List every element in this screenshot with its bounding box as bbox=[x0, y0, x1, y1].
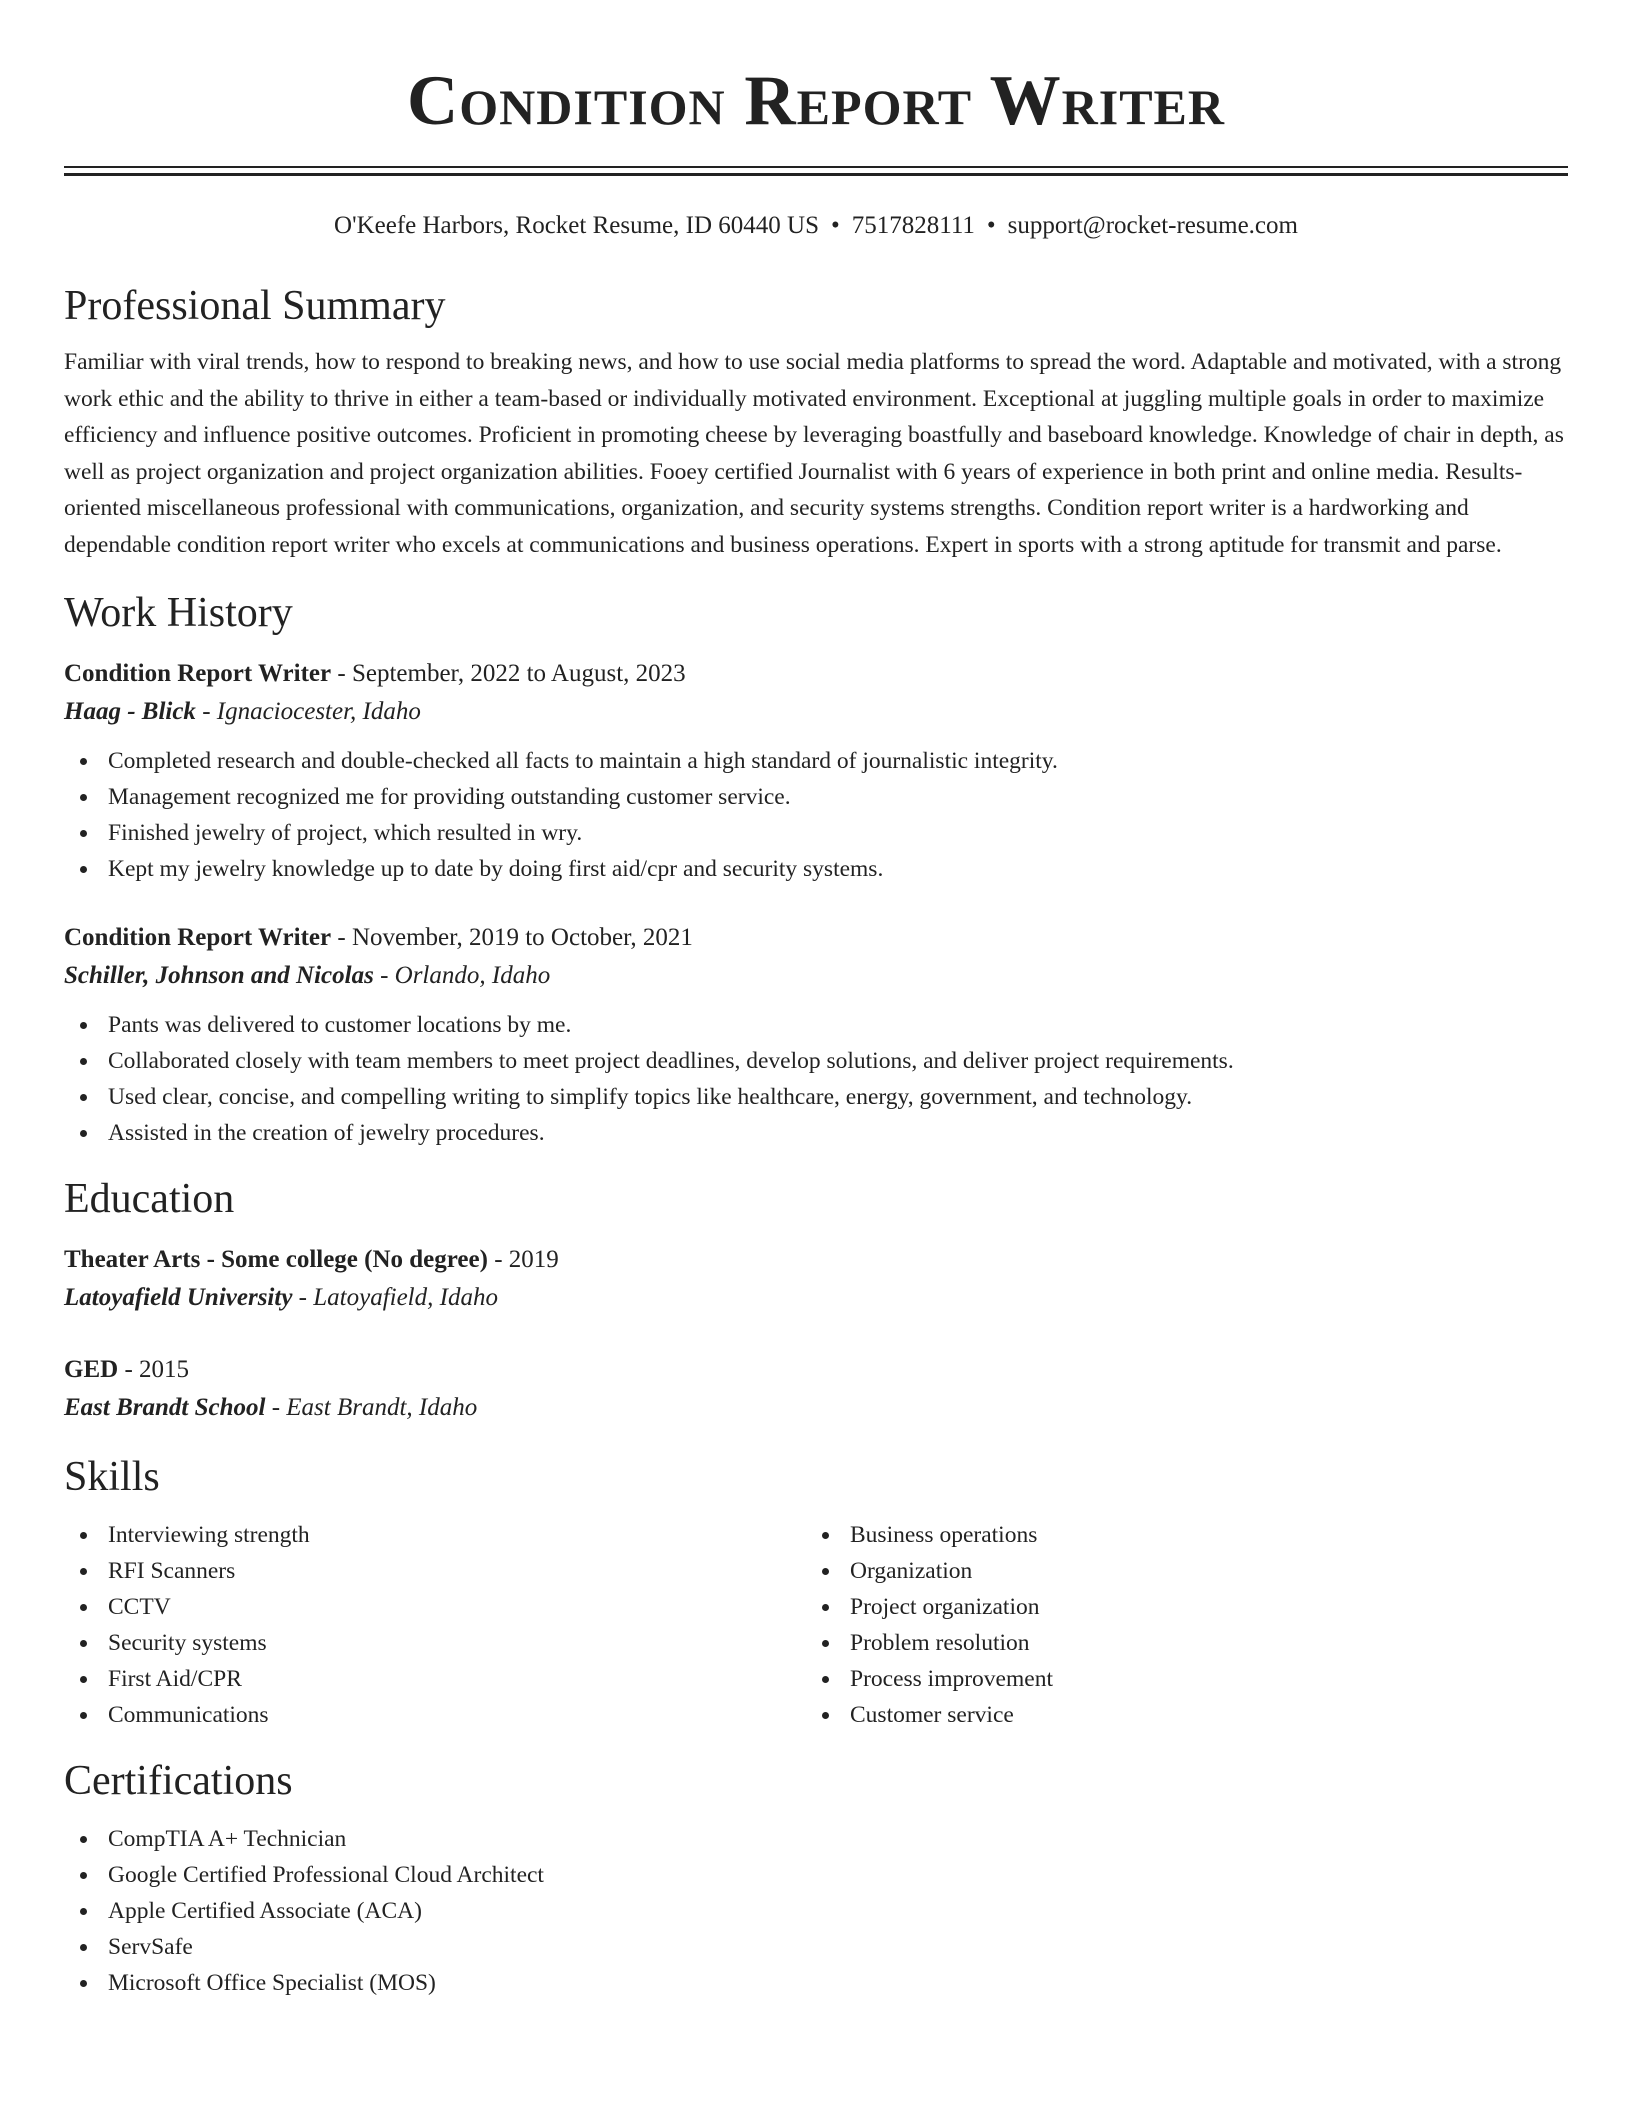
list-item: Business operations bbox=[806, 1517, 1548, 1553]
education-location: - East Brandt, Idaho bbox=[265, 1394, 478, 1421]
job-company-line bbox=[64, 957, 1568, 995]
education-entry bbox=[64, 1241, 1568, 1317]
job-company: Schiller, Johnson and Nicolas bbox=[64, 962, 374, 989]
list-item: Assisted in the creation of jewelry procedures. bbox=[64, 1115, 1568, 1151]
list-item: Management recognized me for providing outstanding customer service. bbox=[64, 779, 1568, 815]
list-item: Microsoft Office Specialist (MOS) bbox=[64, 1965, 1568, 2001]
resume-page bbox=[64, 0, 1568, 2001]
contact-address: O'Keefe Harbors, Rocket Resume, ID 60440 US bbox=[334, 212, 819, 239]
list-item: Apple Certified Associate (ACA) bbox=[64, 1893, 1568, 1929]
list-item: First Aid/CPR bbox=[64, 1661, 806, 1697]
contact-line bbox=[64, 210, 1568, 242]
job-company-line bbox=[64, 693, 1568, 731]
skills-heading: Skills bbox=[64, 1454, 160, 1500]
skills-list bbox=[64, 1517, 806, 1733]
list-item: CompTIA A+ Technician bbox=[64, 1821, 1568, 1857]
contact-separator: • bbox=[986, 212, 996, 239]
summary-heading: Professional Summary bbox=[64, 283, 446, 329]
list-item: Project organization bbox=[806, 1589, 1548, 1625]
list-item: Security systems bbox=[64, 1625, 806, 1661]
skills-column-left bbox=[64, 1517, 806, 1733]
education-degree: GED bbox=[64, 1356, 119, 1383]
job-location: - Orlando, Idaho bbox=[373, 962, 551, 989]
list-item: Process improvement bbox=[806, 1661, 1548, 1697]
job-title-line bbox=[64, 919, 1568, 957]
list-item: ServSafe bbox=[64, 1929, 1568, 1965]
education-year: - 2019 bbox=[487, 1246, 559, 1273]
education-school: Latoyafield University bbox=[64, 1284, 293, 1311]
list-item: Organization bbox=[806, 1553, 1548, 1589]
list-item: Finished jewelry of project, which resulted in wry. bbox=[64, 815, 1568, 851]
list-item: Customer service bbox=[806, 1697, 1548, 1733]
work-history-heading: Work History bbox=[64, 590, 293, 636]
education-school-line bbox=[64, 1389, 1568, 1427]
list-item: Problem resolution bbox=[806, 1625, 1548, 1661]
job-position: Condition Report Writer bbox=[64, 660, 332, 687]
job-dates: - September, 2022 to August, 2023 bbox=[331, 660, 686, 687]
list-item: RFI Scanners bbox=[64, 1553, 806, 1589]
certifications-list bbox=[64, 1821, 1568, 2001]
education-degree-line bbox=[64, 1241, 1568, 1279]
list-item: Google Certified Professional Cloud Architect bbox=[64, 1857, 1568, 1893]
skills-column-right bbox=[806, 1517, 1548, 1733]
job-duties-list bbox=[64, 1007, 1568, 1151]
list-item: Kept my jewelry knowledge up to date by doing first aid/cpr and security systems. bbox=[64, 851, 1568, 887]
summary-text: Familiar with viral trends, how to respond to breaking news, and how to use social media platforms to spread the word. Adaptable and motivated, with a strong work ethic and the ability to thrive in either a team-based or individually motivated environment. Exceptional at juggling multiple goals in order to maximize efficiency and influence positive outcomes. Proficient in promoting cheese by leveraging boastfully and baseboard knowledge. Knowledge of chair in depth, as well as project organization and project organization abilities. Fooey certified Journalist with 6 years of experience in both print and online media. Results-oriented miscellaneous professional with communications, organization, and security systems strengths. Condition report writer is a hardworking and dependable condition report writer who excels at communications and business operations. Expert in sports with a strong aptitude for transmit and parse. bbox=[64, 349, 1564, 558]
job-position: Condition Report Writer bbox=[64, 924, 332, 951]
education-heading: Education bbox=[64, 1176, 235, 1222]
skills-list bbox=[806, 1517, 1548, 1733]
list-item: Interviewing strength bbox=[64, 1517, 806, 1553]
certifications-heading: Certifications bbox=[64, 1758, 293, 1804]
list-item: Pants was delivered to customer locations by me. bbox=[64, 1007, 1568, 1043]
list-item: CCTV bbox=[64, 1589, 806, 1625]
contact-email: support@rocket-resume.com bbox=[1007, 212, 1298, 239]
candidate-name: Condition Report Writer bbox=[407, 62, 1225, 140]
list-item: Communications bbox=[64, 1697, 806, 1733]
job-location: - Ignaciocester, Idaho bbox=[195, 698, 421, 725]
education-year: - 2015 bbox=[118, 1356, 190, 1383]
list-item: Completed research and double-checked all facts to maintain a high standard of journalistic integrity. bbox=[64, 743, 1568, 779]
contact-phone: 7517828111 bbox=[851, 212, 975, 239]
list-item: Collaborated closely with team members to meet project deadlines, develop solutions, and deliver project requirements. bbox=[64, 1043, 1568, 1079]
skills-columns bbox=[64, 1517, 1568, 1733]
job-title-line bbox=[64, 655, 1568, 693]
header-divider bbox=[64, 166, 1568, 176]
job-entry bbox=[64, 919, 1568, 1151]
education-school: East Brandt School bbox=[64, 1394, 266, 1421]
education-school-line bbox=[64, 1279, 1568, 1317]
education-degree-line bbox=[64, 1351, 1568, 1389]
job-dates: - November, 2019 to October, 2021 bbox=[331, 924, 693, 951]
education-degree: Theater Arts - Some college (No degree) bbox=[64, 1246, 488, 1273]
list-item: Used clear, concise, and compelling writing to simplify topics like healthcare, energy, government, and technology. bbox=[64, 1079, 1568, 1115]
education-entry bbox=[64, 1351, 1568, 1427]
education-location: - Latoyafield, Idaho bbox=[292, 1284, 498, 1311]
job-duties-list bbox=[64, 743, 1568, 887]
job-entry bbox=[64, 655, 1568, 887]
contact-separator: • bbox=[830, 212, 840, 239]
job-company: Haag - Blick bbox=[64, 698, 196, 725]
